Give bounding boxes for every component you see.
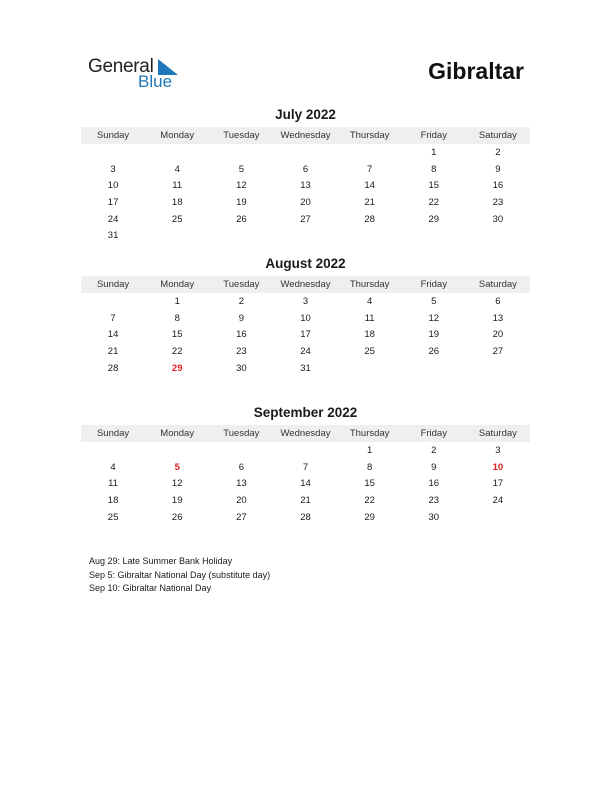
- day-cell: 14: [300, 478, 311, 490]
- weekday-label: Saturday: [478, 428, 517, 439]
- weekday-label: Monday: [160, 130, 195, 141]
- weekday-label: Tuesday: [223, 428, 260, 439]
- week-row: [81, 509, 530, 526]
- weekday-label: Thursday: [349, 279, 390, 290]
- day-cell: 15: [171, 329, 183, 341]
- month-title: July 2022: [275, 107, 336, 122]
- week-row: [81, 227, 530, 244]
- day-cell: 4: [174, 163, 180, 175]
- day-cell: 23: [428, 494, 440, 506]
- weekday-header-row: [81, 425, 530, 442]
- day-cell: 11: [364, 312, 375, 324]
- day-cell: 5: [238, 163, 244, 175]
- day-cell: 8: [174, 312, 180, 324]
- holiday-note: Aug 29: Late Summer Bank Holiday: [89, 556, 233, 566]
- day-cell: 9: [431, 461, 437, 473]
- week-row: [81, 310, 530, 327]
- day-cell: 14: [107, 329, 119, 341]
- week-row: [81, 492, 530, 509]
- day-cell: 20: [492, 329, 504, 341]
- logo-text-blue: Blue: [138, 72, 173, 91]
- day-cell: 7: [366, 163, 373, 175]
- day-cell: 12: [428, 312, 440, 324]
- weekday-label: Friday: [420, 428, 447, 439]
- day-cell: 18: [364, 329, 375, 341]
- day-cell: 8: [366, 461, 373, 473]
- day-cell: 12: [171, 478, 183, 490]
- weekday-label: Tuesday: [223, 130, 260, 141]
- day-cell: 12: [236, 180, 247, 192]
- day-cell: 26: [171, 511, 183, 523]
- weekday-label: Saturday: [478, 279, 517, 290]
- day-cell: 16: [428, 478, 440, 490]
- day-cell: 2: [431, 444, 437, 456]
- week-row: [81, 293, 530, 310]
- day-cell: 13: [236, 478, 247, 490]
- week-row: [81, 442, 530, 459]
- day-cell: 30: [236, 362, 247, 374]
- month-july-2022: [81, 107, 530, 244]
- weekday-label: Wednesday: [280, 428, 331, 439]
- day-cell: 27: [300, 213, 311, 225]
- holiday-day-cell: 5: [174, 461, 180, 473]
- weekday-label: Sunday: [96, 279, 130, 290]
- day-cell: 22: [171, 345, 183, 357]
- day-cell: 15: [364, 478, 375, 490]
- day-cell: 19: [171, 494, 183, 506]
- day-cell: 24: [300, 345, 311, 357]
- day-cell: 3: [495, 444, 501, 456]
- weekday-label: Wednesday: [280, 279, 331, 290]
- day-cell: 3: [302, 295, 309, 307]
- weekday-label: Thursday: [349, 130, 390, 141]
- day-cell: 25: [364, 345, 375, 357]
- day-cell: 17: [300, 329, 311, 341]
- day-cell: 21: [300, 494, 311, 506]
- week-row: [81, 161, 530, 178]
- weekday-label: Thursday: [349, 428, 390, 439]
- day-cell: 27: [492, 345, 504, 357]
- weekday-label: Sunday: [96, 428, 130, 439]
- day-cell: 5: [431, 295, 437, 307]
- weekday-label: Monday: [160, 428, 195, 439]
- day-cell: 11: [172, 180, 183, 192]
- day-cell: 6: [238, 461, 244, 473]
- day-cell: 19: [236, 196, 247, 208]
- day-cell: 8: [431, 163, 437, 175]
- day-cell: 16: [236, 329, 247, 341]
- day-cell: 26: [428, 345, 440, 357]
- month-september-2022: [81, 405, 530, 525]
- day-cell: 10: [107, 180, 119, 192]
- holiday-note: Sep 10: Gibraltar National Day: [89, 583, 212, 593]
- day-cell: 4: [110, 461, 116, 473]
- week-row: [81, 360, 530, 377]
- day-cell: 29: [428, 213, 440, 225]
- day-cell: 9: [495, 163, 501, 175]
- day-cell: 2: [238, 295, 244, 307]
- logo-text-general: General: [88, 56, 154, 77]
- day-cell: 9: [238, 312, 244, 324]
- day-cell: 28: [300, 511, 311, 523]
- weekday-header-row: [81, 127, 530, 144]
- week-row: [81, 475, 530, 492]
- day-cell: 2: [495, 146, 501, 158]
- day-cell: 6: [302, 163, 309, 175]
- day-cell: 21: [364, 196, 375, 208]
- weekday-label: Tuesday: [223, 279, 260, 290]
- week-row: [81, 211, 530, 228]
- day-cell: 1: [431, 146, 437, 158]
- holiday-day-cell: 29: [171, 362, 183, 374]
- week-row: [81, 144, 530, 161]
- day-cell: 24: [107, 213, 119, 225]
- weekday-header-row: [81, 276, 530, 293]
- day-cell: 1: [174, 295, 180, 307]
- day-cell: 19: [428, 329, 440, 341]
- day-cell: 13: [300, 180, 311, 192]
- day-cell: 28: [107, 362, 119, 374]
- day-cell: 7: [110, 312, 116, 324]
- day-cell: 30: [428, 511, 440, 523]
- day-cell: 28: [364, 213, 375, 225]
- day-cell: 7: [302, 461, 309, 473]
- month-title: September 2022: [253, 405, 358, 420]
- weekday-label: Friday: [420, 130, 447, 141]
- week-row: [81, 326, 530, 343]
- generalblue-logo: [88, 56, 198, 92]
- weekday-label: Wednesday: [280, 130, 331, 141]
- day-cell: 29: [364, 511, 375, 523]
- day-cell: 1: [366, 444, 373, 456]
- day-cell: 22: [428, 196, 440, 208]
- country-title: Gibraltar: [428, 58, 524, 84]
- day-cell: 23: [236, 345, 247, 357]
- day-cell: 11: [108, 478, 118, 490]
- day-cell: 25: [171, 213, 183, 225]
- week-row: [81, 177, 530, 194]
- day-cell: 24: [492, 494, 504, 506]
- day-cell: 14: [364, 180, 375, 192]
- week-row: [81, 459, 530, 476]
- week-row: [81, 194, 530, 211]
- day-cell: 4: [366, 295, 373, 307]
- day-cell: 18: [171, 196, 183, 208]
- day-cell: 26: [236, 213, 247, 225]
- day-cell: 31: [300, 362, 311, 374]
- day-cell: 16: [492, 180, 504, 192]
- holiday-notes: [89, 555, 270, 596]
- holiday-note: Sep 5: Gibraltar National Day (substitute day): [89, 569, 271, 580]
- day-cell: 21: [107, 345, 119, 357]
- day-cell: 25: [107, 511, 119, 523]
- day-cell: 3: [110, 163, 116, 175]
- day-cell: 20: [236, 494, 247, 506]
- month-title: August 2022: [265, 256, 346, 271]
- day-cell: 17: [492, 478, 504, 490]
- day-cell: 23: [492, 196, 504, 208]
- weekday-label: Monday: [160, 279, 195, 290]
- day-cell: 31: [107, 230, 119, 242]
- day-cell: 30: [492, 213, 504, 225]
- day-cell: 17: [107, 196, 119, 208]
- day-cell: 27: [236, 511, 247, 523]
- day-cell: 20: [300, 196, 311, 208]
- day-cell: 18: [107, 494, 119, 506]
- day-cell: 15: [428, 180, 440, 192]
- month-august-2022: [81, 256, 530, 376]
- weekday-label: Friday: [420, 279, 447, 290]
- week-row: [81, 343, 530, 360]
- day-cell: 10: [300, 312, 311, 324]
- weekday-label: Sunday: [96, 130, 130, 141]
- day-cell: 22: [364, 494, 375, 506]
- holiday-day-cell: 10: [492, 461, 504, 473]
- weekday-label: Saturday: [478, 130, 517, 141]
- day-cell: 6: [495, 295, 501, 307]
- day-cell: 13: [492, 312, 504, 324]
